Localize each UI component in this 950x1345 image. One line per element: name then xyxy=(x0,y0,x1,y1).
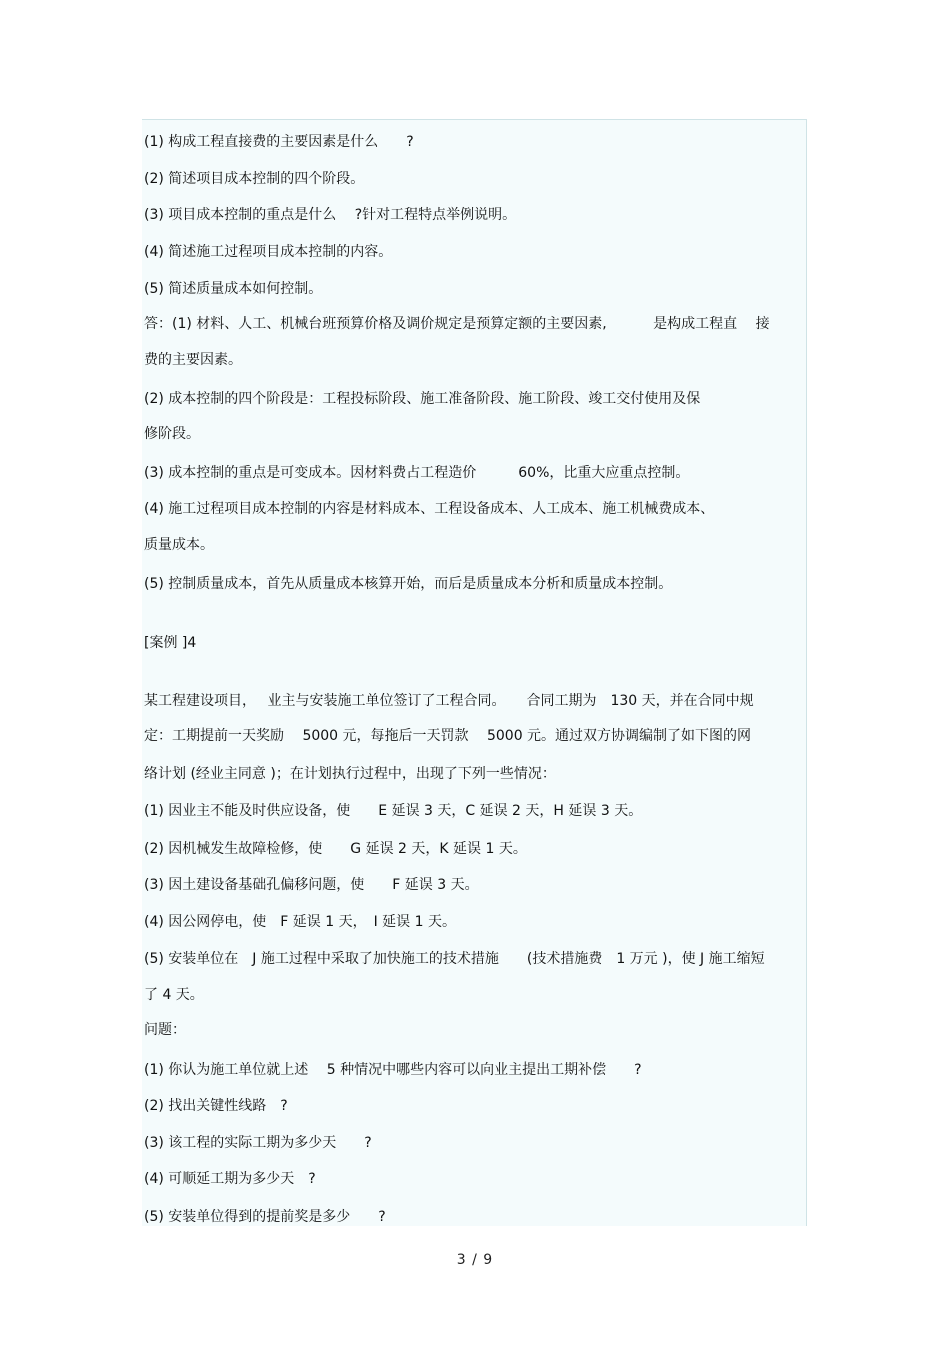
answer-line-2: 费的主要因素。 xyxy=(144,352,242,368)
situation-2: (2) 因机械发生故障检修，使 G 延误 2 天，K 延误 1 天。 xyxy=(144,841,527,857)
situation-5: (5) 安装单位在 J 施工过程中采取了加快施工的技术措施 (技术措施费 1 万元 )，使 J 施工缩短 xyxy=(144,951,765,967)
answer-line-1: 答：(1) 材料、人工、机械台班预算价格及调价规定是预算定额的主要因素, 是构成工程直 接 xyxy=(144,316,770,332)
case-question-5: (5) 安装单位得到的提前奖是多少 ? xyxy=(144,1209,386,1225)
answer-line-6: (4) 施工过程项目成本控制的内容是材料成本、工程设备成本、人工成本、施工机械费成本、 xyxy=(144,501,715,517)
case-body-1: 某工程建设项目， 业主与安装施工单位签订了工程合同。 合同工期为 130 天，并在合同中规 xyxy=(144,693,754,709)
case-title: [案例 ]4 xyxy=(144,635,197,651)
answer-line-7: 质量成本。 xyxy=(144,537,214,553)
answer-line-3: (2) 成本控制的四个阶段是：工程投标阶段、施工准备阶段、施工阶段、竣工交付使用及保 xyxy=(144,391,701,407)
question-4: (4) 简述施工过程项目成本控制的内容。 xyxy=(144,244,393,260)
situation-1: (1) 因业主不能及时供应设备，使 E 延误 3 天，C 延误 2 天，H 延误 3 天。 xyxy=(144,803,643,819)
answer-line-5: (3) 成本控制的重点是可变成本。因材料费占工程造价 60%，比重大应重点控制。 xyxy=(144,465,690,481)
answer-line-8: (5) 控制质量成本，首先从质量成本核算开始，而后是质量成本分析和质量成本控制。 xyxy=(144,576,673,592)
situation-5-cont: 了 4 天。 xyxy=(144,987,204,1003)
question-2: (2) 简述项目成本控制的四个阶段。 xyxy=(144,171,365,187)
question-1: (1) 构成工程直接费的主要因素是什么 ? xyxy=(144,134,414,150)
situation-4: (4) 因公网停电，使 F 延误 1 天， I 延误 1 天。 xyxy=(144,914,456,930)
questions-label: 问题： xyxy=(144,1022,186,1038)
case-body-3: 络计划 (经业主同意 )；在计划执行过程中，出现了下列一些情况： xyxy=(144,766,556,782)
case-question-4: (4) 可顺延工期为多少天 ? xyxy=(144,1171,316,1187)
case-body-2: 定：工期提前一天奖励 5000 元，每拖后一天罚款 5000 元。通过双方协调编制了如下图的网 xyxy=(144,728,752,744)
answer-line-4: 修阶段。 xyxy=(144,426,200,442)
page-number: 3 / 9 xyxy=(456,1252,494,1268)
question-5: (5) 简述质量成本如何控制。 xyxy=(144,281,323,297)
case-question-3: (3) 该工程的实际工期为多少天 ? xyxy=(144,1135,372,1151)
situation-3: (3) 因土建设备基础孔偏移问题，使 F 延误 3 天。 xyxy=(144,877,479,893)
question-3: (3) 项目成本控制的重点是什么 ?针对工程特点举例说明。 xyxy=(144,207,517,223)
case-question-2: (2) 找出关键性线路 ? xyxy=(144,1098,288,1114)
case-question-1: (1) 你认为施工单位就上述 5 种情况中哪些内容可以向业主提出工期补偿 ? xyxy=(144,1062,642,1078)
